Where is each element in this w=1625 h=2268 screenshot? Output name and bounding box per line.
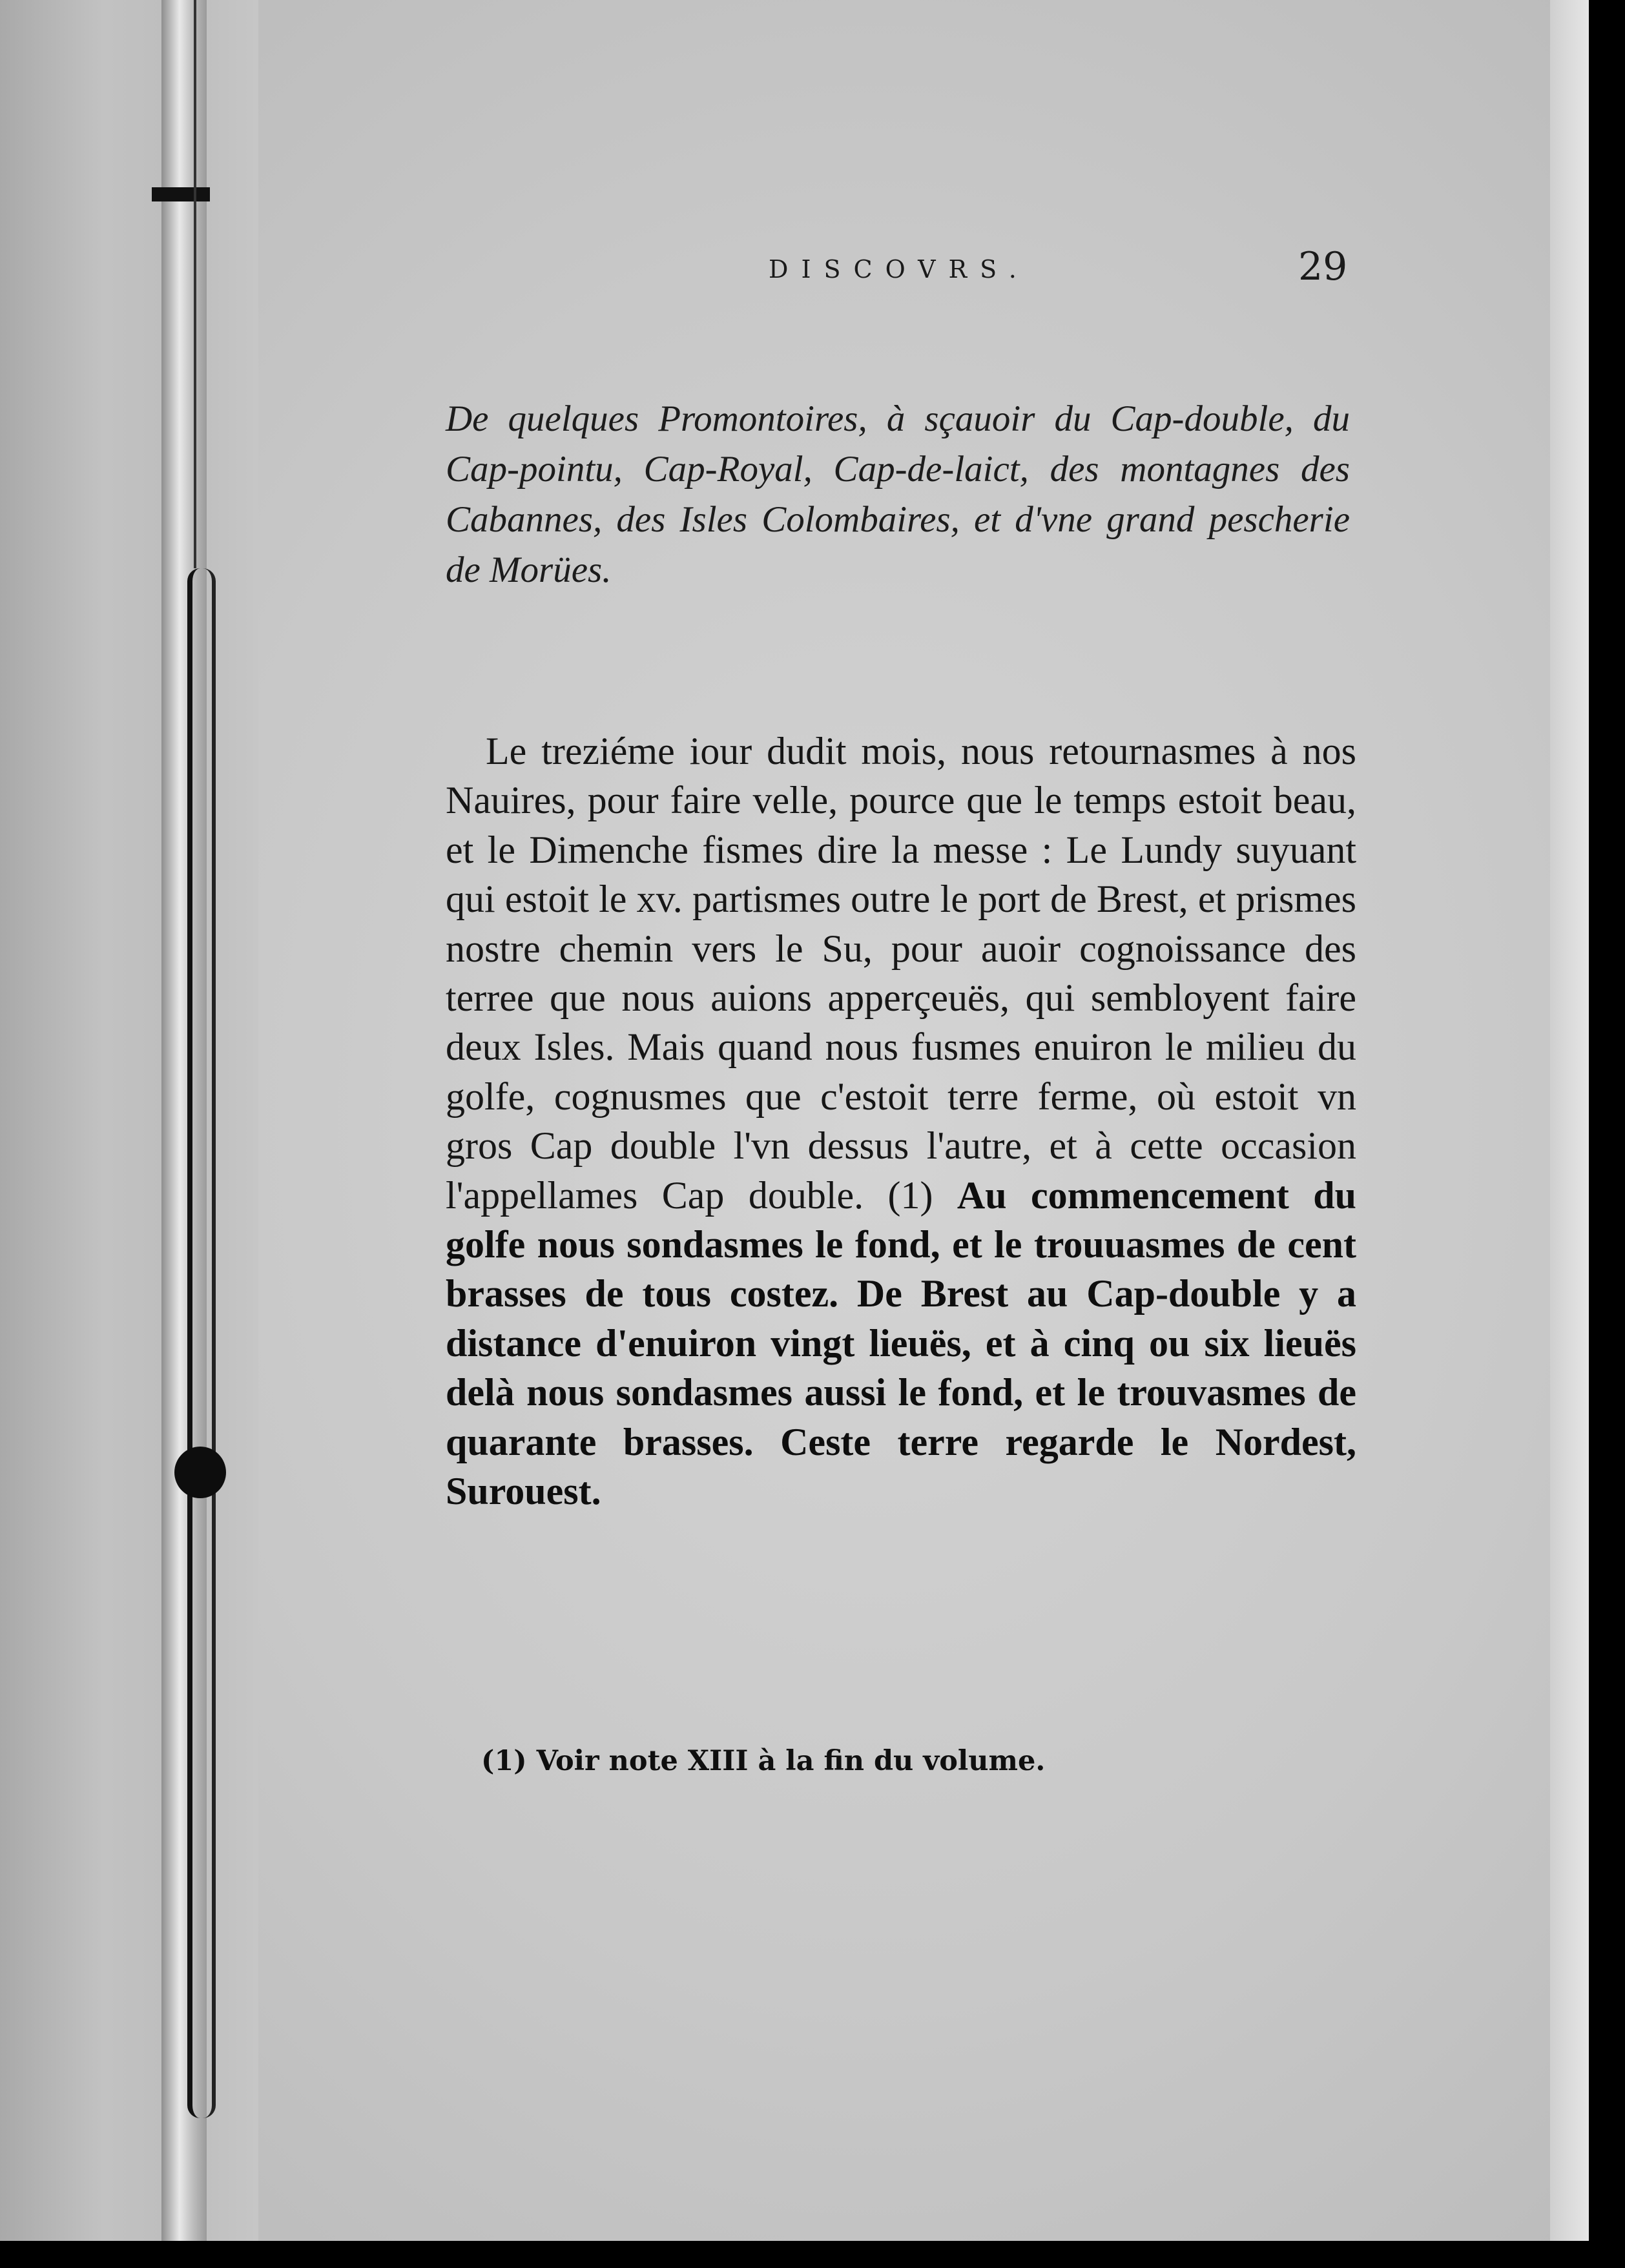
page-right-edge [1550, 0, 1589, 2241]
page-number: 29 [1298, 244, 1348, 289]
body-text-bold: Au commencement du golfe nous sondasmes le fond, et le trouuasmes de cent brasses de tous costez. De Brest au Cap-double y a distance d'enuiron vingt lieuës, et à cinq ou six lieuës delà nous sondasmes aussi le fond, et le trouvasmes de quarante brasses. Ceste terre regarde le Nordest, Surouest. [446, 1173, 1356, 1513]
binding-strip [0, 0, 258, 2241]
binding-notch [152, 187, 210, 201]
footnote: (1) Voir note XIII à la fin du volume. [481, 1745, 1046, 1777]
binding-knot [174, 1447, 226, 1498]
binding-thread [187, 568, 216, 2118]
chapter-summary: De quelques Promontoires, à sçauoir du Cap-double, du Cap-pointu, Cap-Royal, Cap-de-laict, des montagnes des Cabannes, des Isles Colombaires, et d'vne grand pescherie de Morües. [446, 398, 1350, 590]
body-paragraph [446, 727, 1356, 1516]
running-title: DISCOVRS. [769, 255, 1030, 284]
binding-thread-upper [194, 0, 196, 568]
body-text-regular: Le treziéme iour dudit mois, nous retournasmes à nos Nauires, pour faire velle, pource que le temps estoit beau, et le Dimenche fismes dire la messe : Le Lundy suyuant qui estoit le xv. partismes outre le port de Brest, et prismes nostre chemin vers le Su, pour auoir cognoissance des terree que nous auions apperçeuës, qui sembloyent faire deux Isles. Mais quand nous fusmes enuiron le milieu du golfe, cognusmes que c'estoit terre ferme, où estoit vn gros Cap double l'vn dessus l'autre, et à cette occasion l'appellames Cap double. (1) [446, 730, 1356, 1217]
